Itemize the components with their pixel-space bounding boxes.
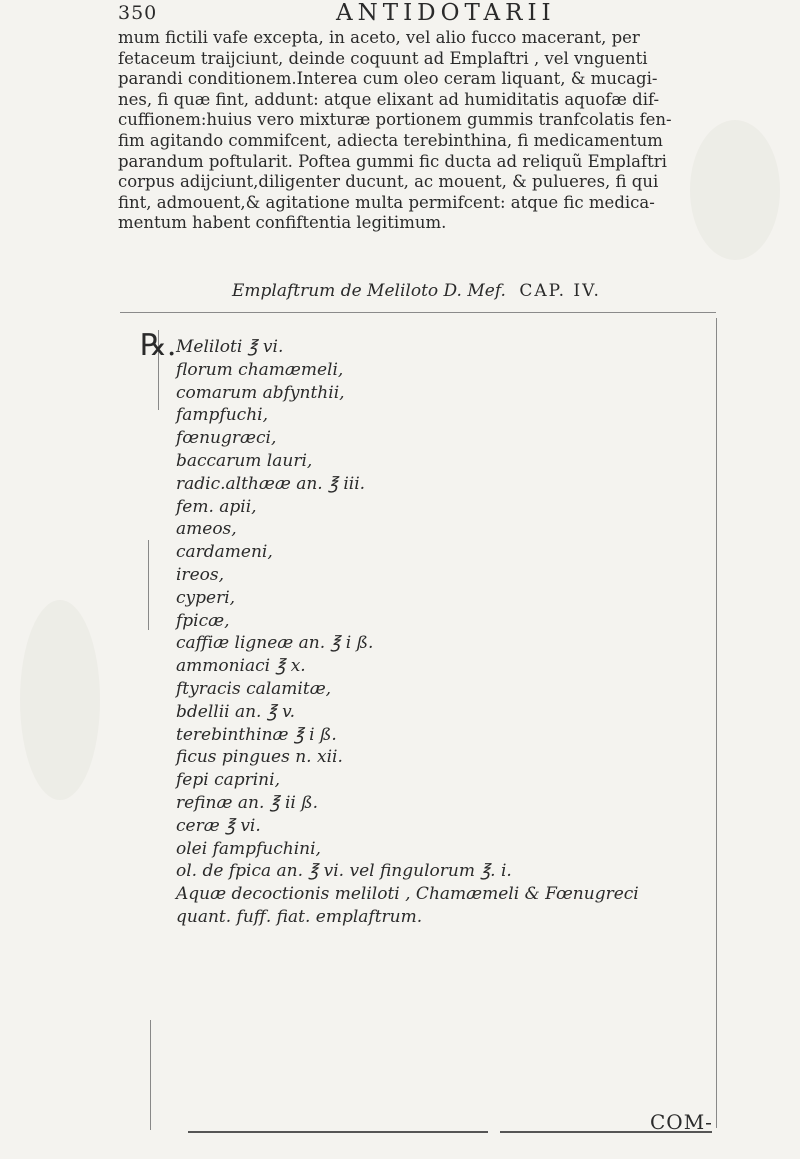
recipe-line: cyperi,: [176, 587, 236, 608]
frame-line: [150, 1020, 151, 1130]
recipe-line: ficus pingues n. xii.: [176, 747, 343, 768]
paper-stain: [20, 600, 100, 800]
body-line: fetaceum traijciunt, deinde coquunt ad Emplaftri , vel vnguenti: [118, 48, 648, 68]
recipe-line: radic.althææ an. ℥ iii.: [176, 473, 366, 494]
body-line: mum fictili vafe excepta, in aceto, vel alio fucco macerant, per: [118, 28, 640, 47]
body-line: cuffionem:huius vero mixturæ portionem gummis tranfcolatis fen-: [118, 110, 672, 130]
recipe-line: fem. apii,: [176, 496, 257, 517]
body-line: corpus adijciunt,diligenter ducunt, ac mouent, & pulueres, fi qui: [118, 172, 659, 192]
recipe-line: ammoniaci ℥ x.: [176, 656, 306, 677]
recipe-line: cardameni,: [176, 542, 273, 563]
page-number: 350: [118, 2, 158, 24]
recipe-line: comarum abfynthii,: [176, 382, 345, 403]
recipe-line: fepi caprini,: [176, 770, 280, 791]
recipe-line: Aquæ decoctionis meliloti , Chamæmeli & Fœnugreci: [176, 884, 639, 905]
body-line: parandum poftularit. Poftea gummi fic ducta ad reliquũ Emplaftri: [118, 151, 667, 171]
recipe-line: caffiæ ligneæ an. ℥ i ß.: [176, 633, 374, 654]
frame-line: [716, 318, 717, 1128]
chapter-label: CAP. IV.: [519, 281, 601, 301]
divider: [188, 1131, 488, 1133]
recipe-line: olei fampfuchini,: [176, 838, 321, 859]
recipe-line: baccarum lauri,: [176, 450, 313, 471]
recipe-line: ameos,: [176, 519, 237, 540]
frame-line: [148, 540, 149, 630]
catchword: COM-: [650, 1110, 713, 1134]
recipe-line: ftyracis calamitæ,: [176, 678, 332, 699]
recipe-line: ol. de fpica an. ℥ vi. vel fingulorum ℥. i.: [176, 861, 512, 882]
body-line: mentum habent confiftentia legitimum.: [118, 213, 447, 233]
recipe-line: refinæ an. ℥ ii ß.: [176, 792, 319, 813]
body-line: fint, admouent,& agitatione multa permifcent: atque fic medica-: [118, 192, 655, 212]
body-line: nes, fi quæ fint, addunt: atque elixant ad humiditatis aquofæ dif-: [118, 89, 660, 109]
recipe-line: quant. fuff. fiat. emplaftrum.: [176, 906, 423, 927]
section-heading: [232, 281, 601, 301]
recipe-list: [176, 336, 716, 929]
recipe-line: fpicæ,: [176, 610, 230, 631]
body-line: fim agitando commifcent, adiecta terebinthina, fi medicamentum: [118, 130, 663, 150]
recipe-line: Meliloti ℥ vi.: [176, 337, 284, 357]
running-head: ANTIDOTARII: [336, 0, 556, 26]
recipe-line: fampfuchi,: [176, 405, 268, 426]
recipe-line: bdellii an. ℥ v.: [176, 701, 296, 722]
recipe-line: fœnugræci,: [176, 428, 277, 449]
recipe-symbol: ℞.: [140, 328, 177, 363]
recipe-line: ireos,: [176, 564, 224, 585]
recipe-line: terebinthinæ ℥ i ß.: [176, 724, 337, 745]
recipe-line: florum chamæmeli,: [176, 359, 344, 380]
divider: [120, 312, 716, 313]
recipe-line: ceræ ℥ vi.: [176, 815, 261, 836]
body-line: parandi conditionem.Interea cum oleo ceram liquant, & mucagi-: [118, 69, 658, 89]
body-paragraph: [118, 28, 718, 234]
heading-title: Emplaftrum de Meliloto D. Mef.: [232, 281, 506, 301]
